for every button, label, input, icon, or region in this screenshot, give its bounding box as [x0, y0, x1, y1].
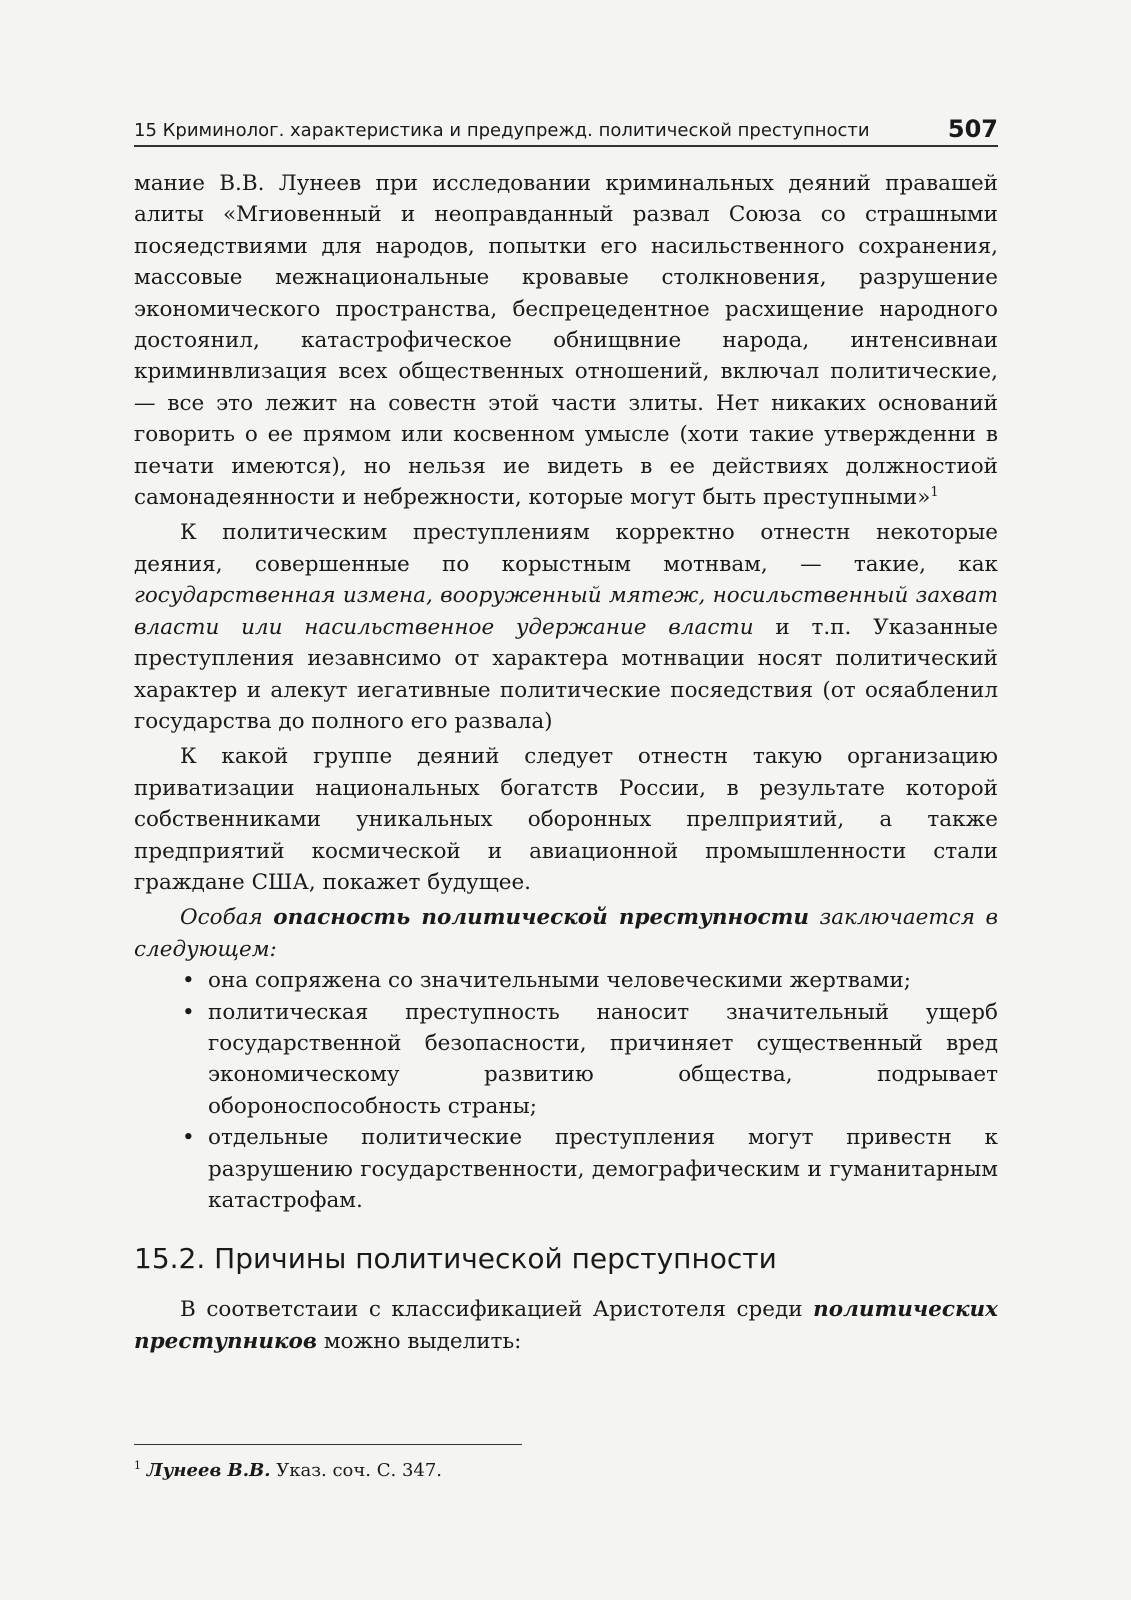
paragraph-danger	[134, 902, 998, 965]
danger-bold-italic: опасность политической преступности	[273, 905, 810, 931]
list-item	[180, 965, 998, 996]
page-number: 507	[947, 115, 998, 143]
paragraph-crimes	[134, 517, 998, 737]
footnote-source: Указ. соч. С. 347.	[270, 1460, 443, 1481]
aristotle-bold-italic: политических преступников	[134, 1297, 998, 1354]
aristotle-tail: можно выделить:	[317, 1328, 522, 1354]
list-item-text: политическая преступность наносит значительный ущерб государственной безопасности, причиняет существенный вред экономическому развитию общества, подрывает обороноспособность страны;	[208, 999, 998, 1119]
bullet-icon: •	[182, 968, 195, 994]
footnote-mark: 1	[134, 1459, 141, 1472]
crimes-tail: и т.п. Указанные преступления иезавнсимо от характера мотнвации носят политический характер и алекут иегативные политические посяедствия (от осяабленил государства до полного его развала)	[134, 614, 999, 734]
danger-italic-end: заключается в следующем:	[134, 905, 999, 962]
list-item	[180, 1122, 998, 1216]
list-item-text: она сопряжена со значительными человеческими жертвами;	[208, 968, 911, 994]
footnote-author: Лунеев В.В.	[146, 1460, 271, 1481]
footnote-ref: 1	[930, 484, 939, 500]
danger-italic-start: Особая	[180, 905, 274, 931]
footnote-divider	[134, 1444, 522, 1445]
body-text	[134, 168, 998, 1357]
danger-list	[134, 965, 998, 1216]
list-item	[180, 997, 998, 1123]
paragraph-privatization: К какой группе деяний следует отнестн такую организацию приватизации национальных богатств России, в результате которой собственниками уникальных оборонных прелприятий, а также предприятий космической и авиационной промышленности стали граждане США, покажет будущее.	[134, 744, 998, 895]
crimes-italic: государственная измена, вооруженный мятеж, носильственный захват власти или насильственное удержание власти	[134, 583, 998, 640]
paragraph-quote	[134, 168, 998, 513]
list-item-text: отдельные политические преступления могут привестн к разрушению государственности, демографическим и гуманитарным катастрофам.	[208, 1125, 998, 1213]
running-title: 15 Криминолог. характеристика и предупрежд. политической преступности	[134, 120, 870, 141]
bullet-icon: •	[182, 999, 195, 1025]
footnote	[134, 1460, 442, 1481]
quote-text: мание В.В. Лунеев при исследовании криминальных деяний правашей алиты «Мгиовенный и неоправданный развал Союза со страшными посяедствиями для народов, попытки его насильственного сохранения, массовые межнациональные кровавые столкновения, разрушение экономического пространства, беспрецедентное расхищение народного достоянил, катастрофическое обнищвние народа, интенсивнаи криминвлизация всех общественных отношений, включал политические, — все это лежит на совестн этой части злиты. Нет никаких оснований говорить о ее прямом или косвенном умысле (хоти такие утвержденни в печати имеются), но нельзя ие видеть в ее действиях должностиой самонадеянности и небрежности, которые могут быть преступными»	[134, 171, 998, 511]
crimes-lead: К политическим преступлениям корректно отнестн некоторые деяния, совершенные по корыстным мотнвам, — такие, как	[134, 520, 998, 577]
paragraph-aristotle	[134, 1294, 998, 1357]
aristotle-lead: В соответстаии с классификацией Аристотеля среди	[180, 1297, 814, 1323]
bullet-icon: •	[182, 1125, 195, 1151]
section-heading: 15.2. Причины политической перступности	[134, 1242, 777, 1276]
running-header	[134, 113, 998, 147]
